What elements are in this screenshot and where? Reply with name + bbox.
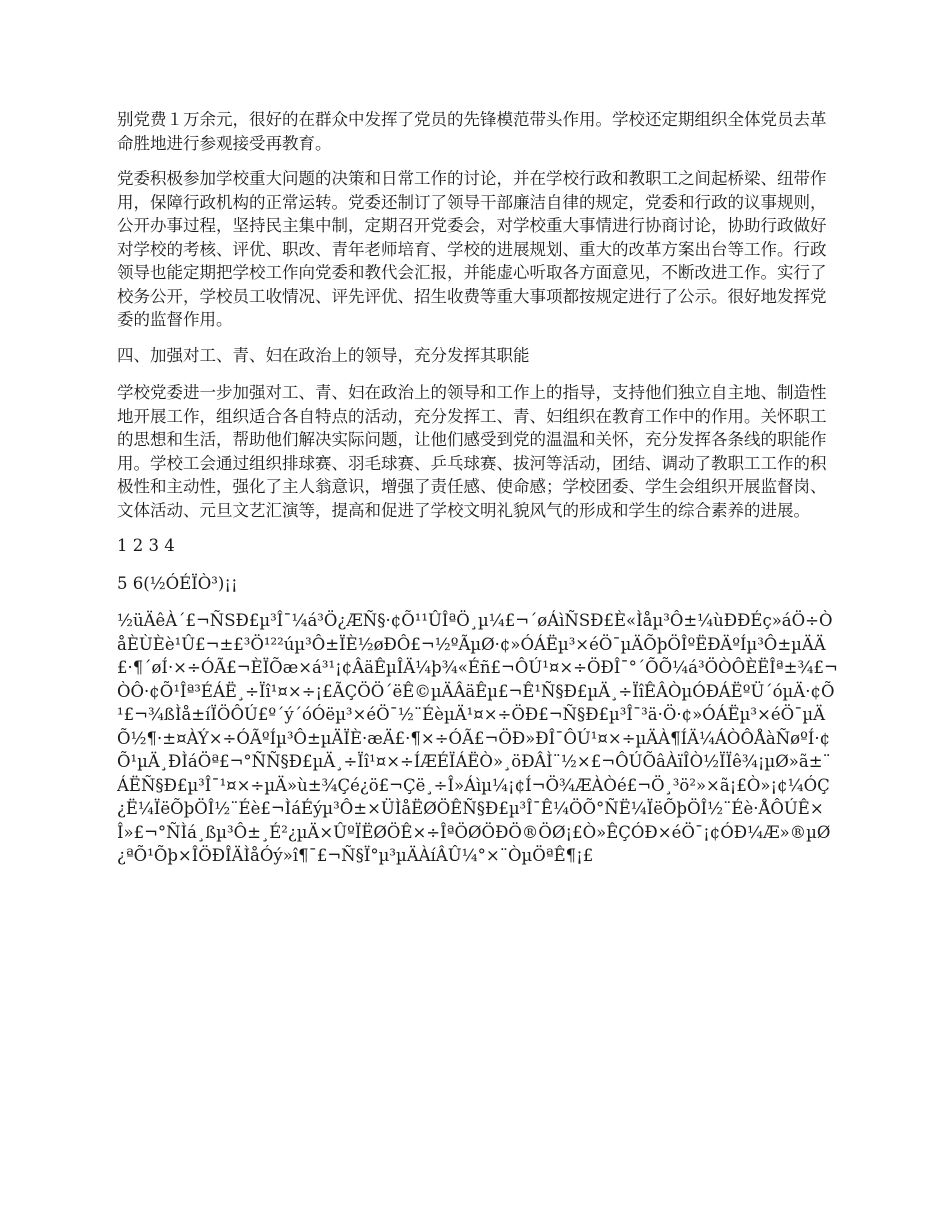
garbled-body-text: ½üÄêÀ´£¬ÑSÐ£µ³Î¯¼á³Ö¿ÆÑ§·¢Õ¹¹ÛÎªÖ¸µ¼£¬´øÁìÑSÐ£È«Ìåµ³Ô±¼ùÐÐÉç»áÖ÷ÒåÈÙÈè¹Û£¬±£³Ö¹²²úµ³Ô±ÏÈ½øÐÔ£¬½ºÃµØ·¢»ÓÁËµ³×éÖ¯µÄÕþÖÎºËÐÄºÍµ³Ô±µÄÄ£·¶´øÍ·×÷ÓÃ£¬ÈÏÕæ×á³¹¡¢ÂäÊµÎÄ¼þ¾«Éñ£¬ÔÚ¹¤×÷ÖÐÎ¯°´ÕÕ¼á³ÖÒÔÈËÎª±¾£¬ÒÔ·¢Õ¹Îª³ÉÁË¸÷Ïî¹¤×÷¡£ÃÇÖÖ´ëÊ©µÄÂäÊµ£¬Ê¹Ñ§Ð£µÄ¸÷ÏîÊÂÒµÓÐÁËºÜ´óµÄ·¢Õ¹£¬¾ßÌå±íÏÖÔÚ£º´ý´óÓëµ³×éÖ¯½¨ÉèµÄ¹¤×÷ÖÐ£¬Ñ§Ð£µ³Î¯³ä·Ö·¢»ÓÁËµ³×éÖ¯µÄÕ½¶·±¤ÀÝ×÷ÓÃºÍµ³Ô±µÄÏÈ·æÄ£·¶×÷ÓÃ£¬ÖÐ»ÐÎ¯ÔÚ¹¤×÷µÄÀ¶ÍÄ¼ÁÒÔÅàÑøºÍ·¢Õ¹µÄ¸ÐÌáÖª£¬°ÑÑ§Ð£µÄ¸÷Ïî¹¤×÷ÍÆÉÏÁËÒ»¸öÐÂÌ¨½×£¬ÔÚÕâÀïÎÒ½ÏÏê¾¡µØ»ã±¨ÁËÑ§Ð£µ³Î¯¹¤×÷µÄ»ù±¾Çé¿ö£¬Çë¸÷Î»Áìµ¼¡¢Í¬Ö¾ÆÀÒé£¬Ö¸³ö²»×ã¡£Ò»¡¢¼ÓÇ¿Ë¼ÏëÕþÖÎ½¨Éè£¬ÌáÉýµ³Ô±×ÜÌåËØÖÊÑ§Ð£µ³Î¯Ê¼ÖÕ°ÑË¼ÏëÕþÖÎ½¨Éè·ÅÔÚÊ×Î»£¬°ÑÌá¸ßµ³Ô±¸É²¿µÄ×ÛºÏËØÖÊ×÷ÎªÖØÖÐÖ®ÖØ¡£Ò»ÊÇÓÐ×éÖ¯¡¢ÓÐ¼Æ»®µØ¿ªÕ¹Õþ×ÎÖÐÎÄÌåÓý»î¶¯£¬Ñ§Ï°µ³µÄÀíÂÛ¼°×¨ÒµÖªÊ¶¡£ — [117, 611, 838, 865]
section-heading: 四、加强对工、青、妇在政治上的领导，充分发挥其职能 — [117, 345, 530, 365]
body-paragraph-1: 别党费１万余元，很好的在群众中发挥了党员的先锋模范带头作用。学校还定期组织全体党员去革命胜地进行参观接受再教育。 — [117, 110, 827, 153]
body-paragraph-3: 学校党委进一步加强对工、青、妇在政治上的领导和工作上的指导，支持他们独立自主地、制造性地开展工作，组织适合各自特点的活动，充分发挥工、青、妇组织在教育工作中的作用。关怀职工的思想和生活，帮助他们解决实际问题，让他们感受到党的温温和关怀，充分发挥各条线的职能作用。学校工会通过组织排球赛、羽毛球赛、乒乓球赛、拔河等活动，团结、调动了教职工工作的积极性和主动性，强化了主人翁意识，增强了责任感、使命感；学校团委、学生会组织开展监督岗、文体活动、元旦文艺汇演等，提高和促进了学校文明礼貌风气的形成和学生的综合素养的进展。 — [117, 383, 827, 520]
body-paragraph-2: 党委积极参加学校重大问题的决策和日常工作的讨论，并在学校行政和教职工之间起桥梁、纽带作用，保障行政机构的正常运转。党委还制订了领导干部廉洁自律的规定，党委和行政的议事规则，公开办事过程，坚持民主集中制，定期召开党委会，对学校重大事情进行协商讨论，协助行政做好对学校的考核、评优、职改、青年老师培育、学校的进展规划、重大的改革方案出台等工作。行政领导也能定期把学校工作向党委和教代会汇报，并能虚心听取各方面意见，不断改进工作。实行了校务公开，学校员工收情况、评先评优、招生收费等重大事项都按规定进行了公示。很好地发挥党委的监督作用。 — [117, 169, 827, 329]
page-numbers: 1 2 3 4 — [117, 536, 175, 555]
garbled-page-label: 5 6(½ÓÉÏÒ³)¡¡ — [117, 573, 238, 593]
